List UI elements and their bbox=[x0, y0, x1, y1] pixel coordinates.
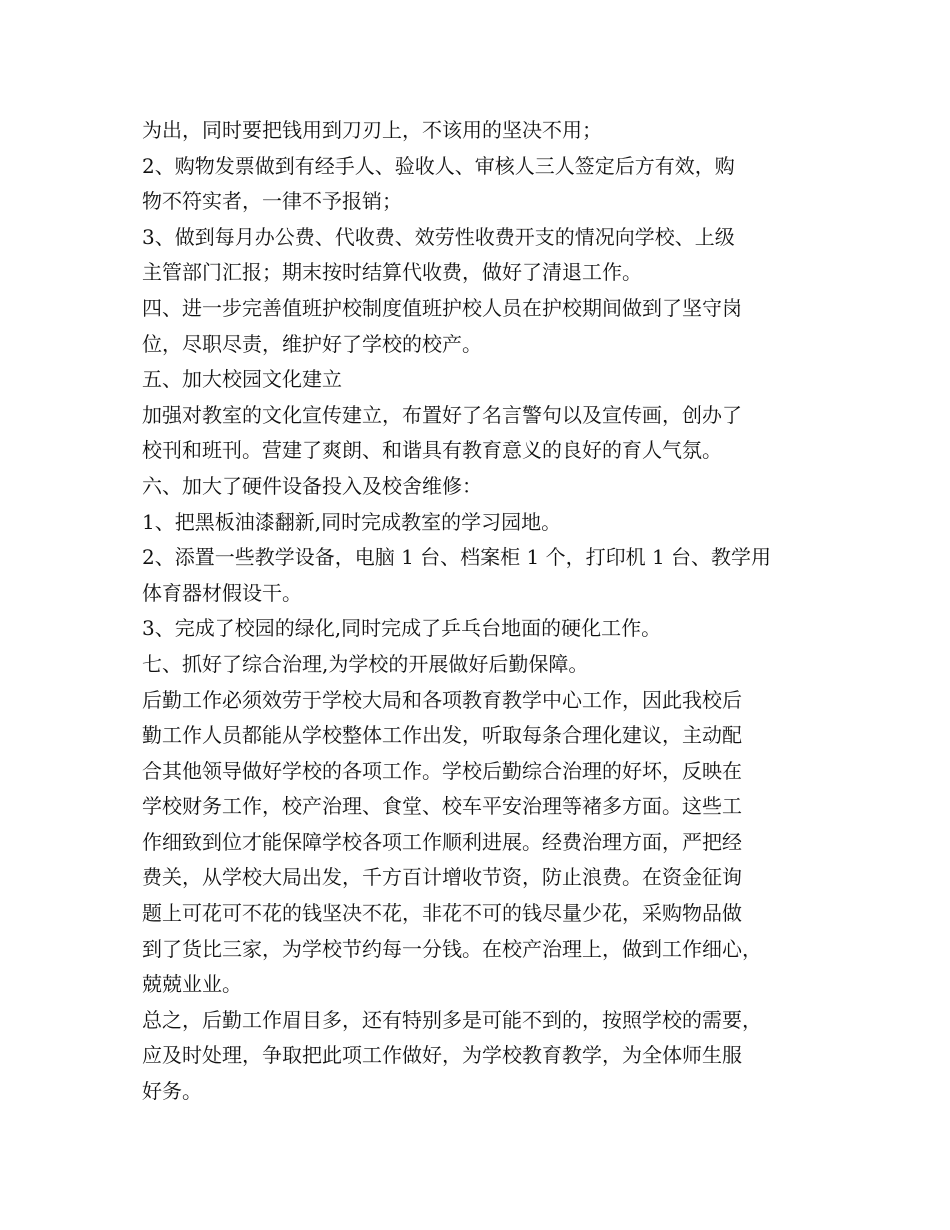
text-line: 主管部门汇报；期末按时结算代收费，做好了清退工作。 bbox=[142, 260, 642, 285]
text-line: 校刊和班刊。营建了爽朗、和谐具有教育意义的良好的育人气氛。 bbox=[142, 438, 722, 463]
text-line: 总之，后勤工作眉目多，还有特别多是可能不到的，按照学校的需要， bbox=[142, 1007, 762, 1032]
text-line: 勤工作人员都能从学校整体工作出发，听取每条合理化建议，主动配 bbox=[142, 723, 742, 748]
text-line: 3、完成了校园的绿化,同时完成了乒乓台地面的硬化工作。 bbox=[142, 616, 662, 641]
text-line: 合其他领导做好学校的各项工作。学校后勤综合治理的好坏，反映在 bbox=[142, 758, 742, 783]
text-line: 位，尽职尽责，维护好了学校的校产。 bbox=[142, 331, 482, 356]
section-heading: 五、加大校园文化建立 bbox=[142, 367, 342, 392]
text-line: 物不符实者，一律不予报销； bbox=[142, 189, 402, 214]
text-line: 兢兢业业。 bbox=[142, 972, 242, 997]
text-line: 后勤工作必须效劳于学校大局和各项教育教学中心工作，因此我校后 bbox=[142, 687, 742, 712]
text-line: 费关，从学校大局出发，千方百计增收节资，防止浪费。在资金征询 bbox=[142, 865, 742, 890]
text-line: 3、做到每月办公费、代收费、效劳性收费开支的情况向学校、上级 bbox=[142, 224, 735, 249]
text-line: 应及时处理，争取把此项工作做好，为学校教育教学，为全体师生服 bbox=[142, 1043, 742, 1068]
text-line: 四、进一步完善值班护校制度值班护校人员在护校期间做到了坚守岗 bbox=[142, 295, 742, 320]
text-line: 学校财务工作，校产治理、食堂、校车平安治理等褚多方面。这些工 bbox=[142, 794, 742, 819]
document-body bbox=[142, 113, 822, 1110]
text-line: 1、把黑板油漆翻新,同时完成教室的学习园地。 bbox=[142, 509, 562, 534]
text-line: 2、购物发票做到有经手人、验收人、审核人三人签定后方有效，购 bbox=[142, 153, 735, 178]
text-line: 到了货比三家，为学校节约每一分钱。在校产治理上，做到工作细心， bbox=[142, 936, 762, 961]
text-line: 为出，同时要把钱用到刀刃上，不该用的坚决不用； bbox=[142, 118, 602, 142]
text-line: 作细致到位才能保障学校各项工作顺利进展。经费治理方面，严把经 bbox=[142, 829, 742, 854]
section-heading: 七、抓好了综合治理,为学校的开展做好后勤保障。 bbox=[142, 651, 589, 676]
text-line: 加强对教室的文化宣传建立，布置好了名言警句以及宣传画，创办了 bbox=[142, 402, 742, 427]
text-line: 体育器材假设干。 bbox=[142, 580, 302, 605]
text-line: 好务。 bbox=[142, 1079, 202, 1104]
section-heading: 六、加大了硬件设备投入及校舍维修： bbox=[142, 473, 482, 498]
text-line: 2、添置一些教学设备，电脑 1 台、档案柜 1 个，打印机 1 台、教学用 bbox=[142, 545, 772, 570]
text-line: 题上可花可不花的钱坚决不花，非花不可的钱尽量少花，采购物品做 bbox=[142, 901, 742, 926]
